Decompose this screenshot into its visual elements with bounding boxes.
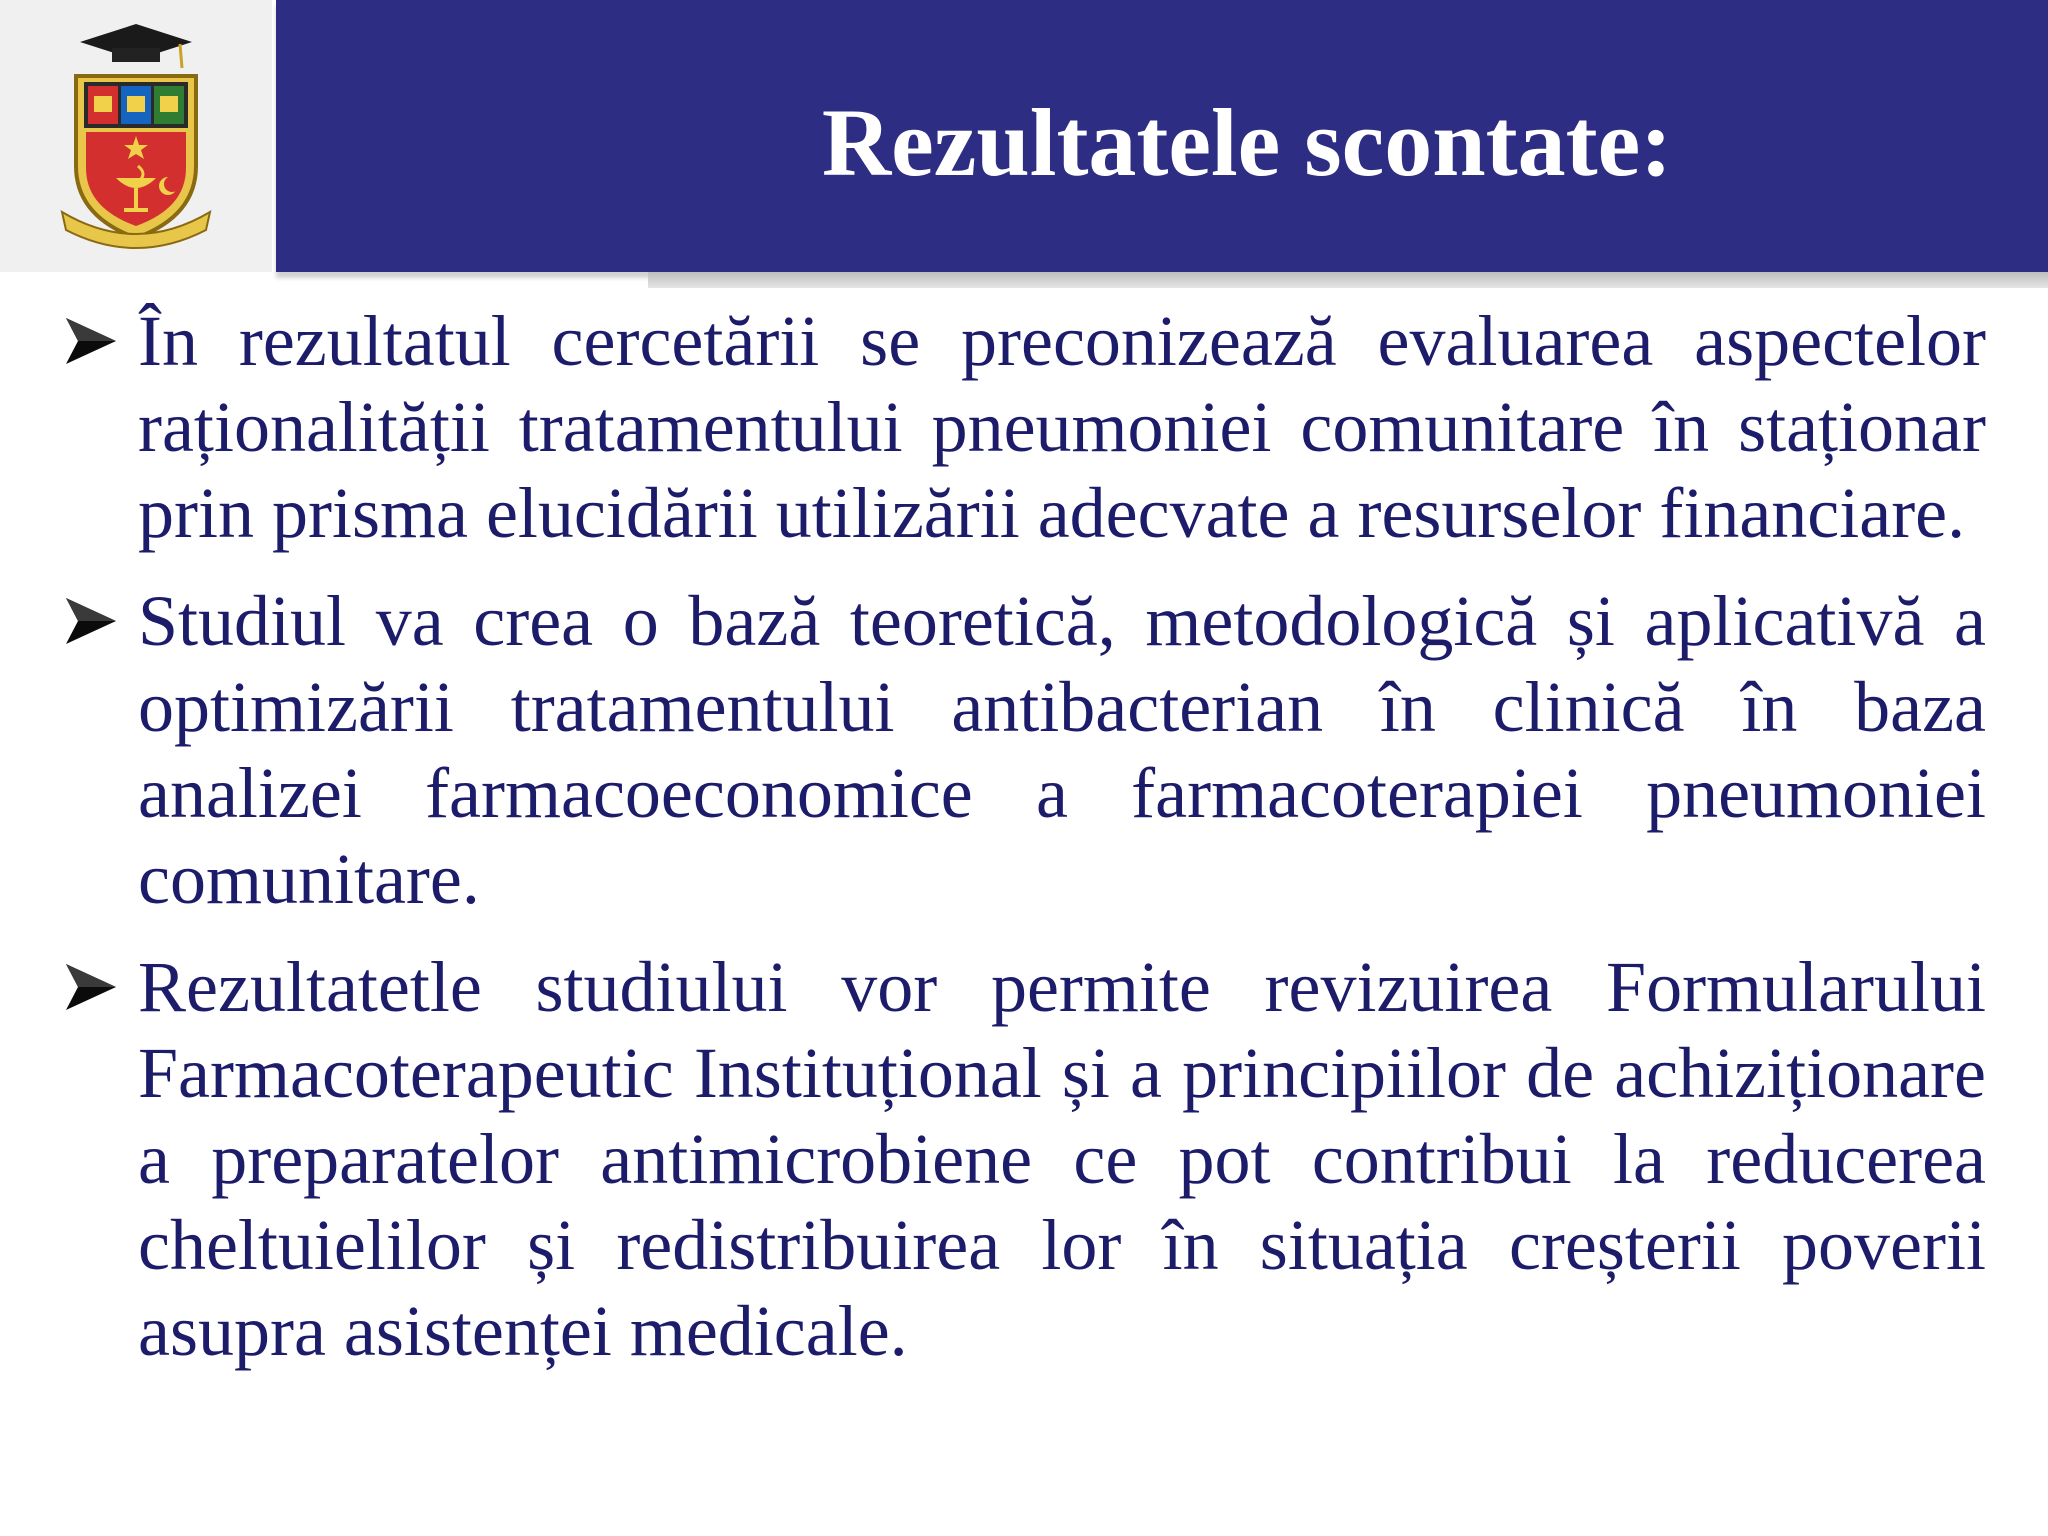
slide-title: Rezultatele scontate: xyxy=(821,89,1673,196)
arrow-bullet-icon xyxy=(62,312,120,370)
bullet-text: Studiul va crea o bază teoretică, metodologică și aplicativă a optimizării tratamentului antibacterian în clinică în baza analizei farmacoeconomice a farmacoterapiei pneumoniei comunitare. xyxy=(138,581,1986,919)
bullet-item xyxy=(62,578,1986,922)
bullet-list xyxy=(62,298,1986,1396)
logo-panel xyxy=(0,0,272,272)
bullet-item xyxy=(62,298,1986,556)
bullet-text: Rezultatetle studiului vor permite revizuirea Formularului Farmacoterapeutic Instituțional și a principiilor de achiziționare a preparatelor antimicrobiene ce pot contribui la reducerea cheltuielilor și redistribuirea lor în situația creșterii poverii asupra asistenței medicale. xyxy=(138,947,1986,1371)
bullet-item xyxy=(62,944,1986,1374)
title-bar xyxy=(276,0,2048,272)
university-crest-icon xyxy=(56,16,216,256)
arrow-bullet-icon xyxy=(62,958,120,1016)
title-shadow xyxy=(648,272,2048,288)
arrow-bullet-icon xyxy=(62,592,120,650)
bullet-text: În rezultatul cercetării se preconizează evaluarea aspectelor raționalității tratamentului pneumoniei comunitare în staționar prin prisma elucidării utilizării adecvate a resurselor financiare. xyxy=(138,301,1986,553)
